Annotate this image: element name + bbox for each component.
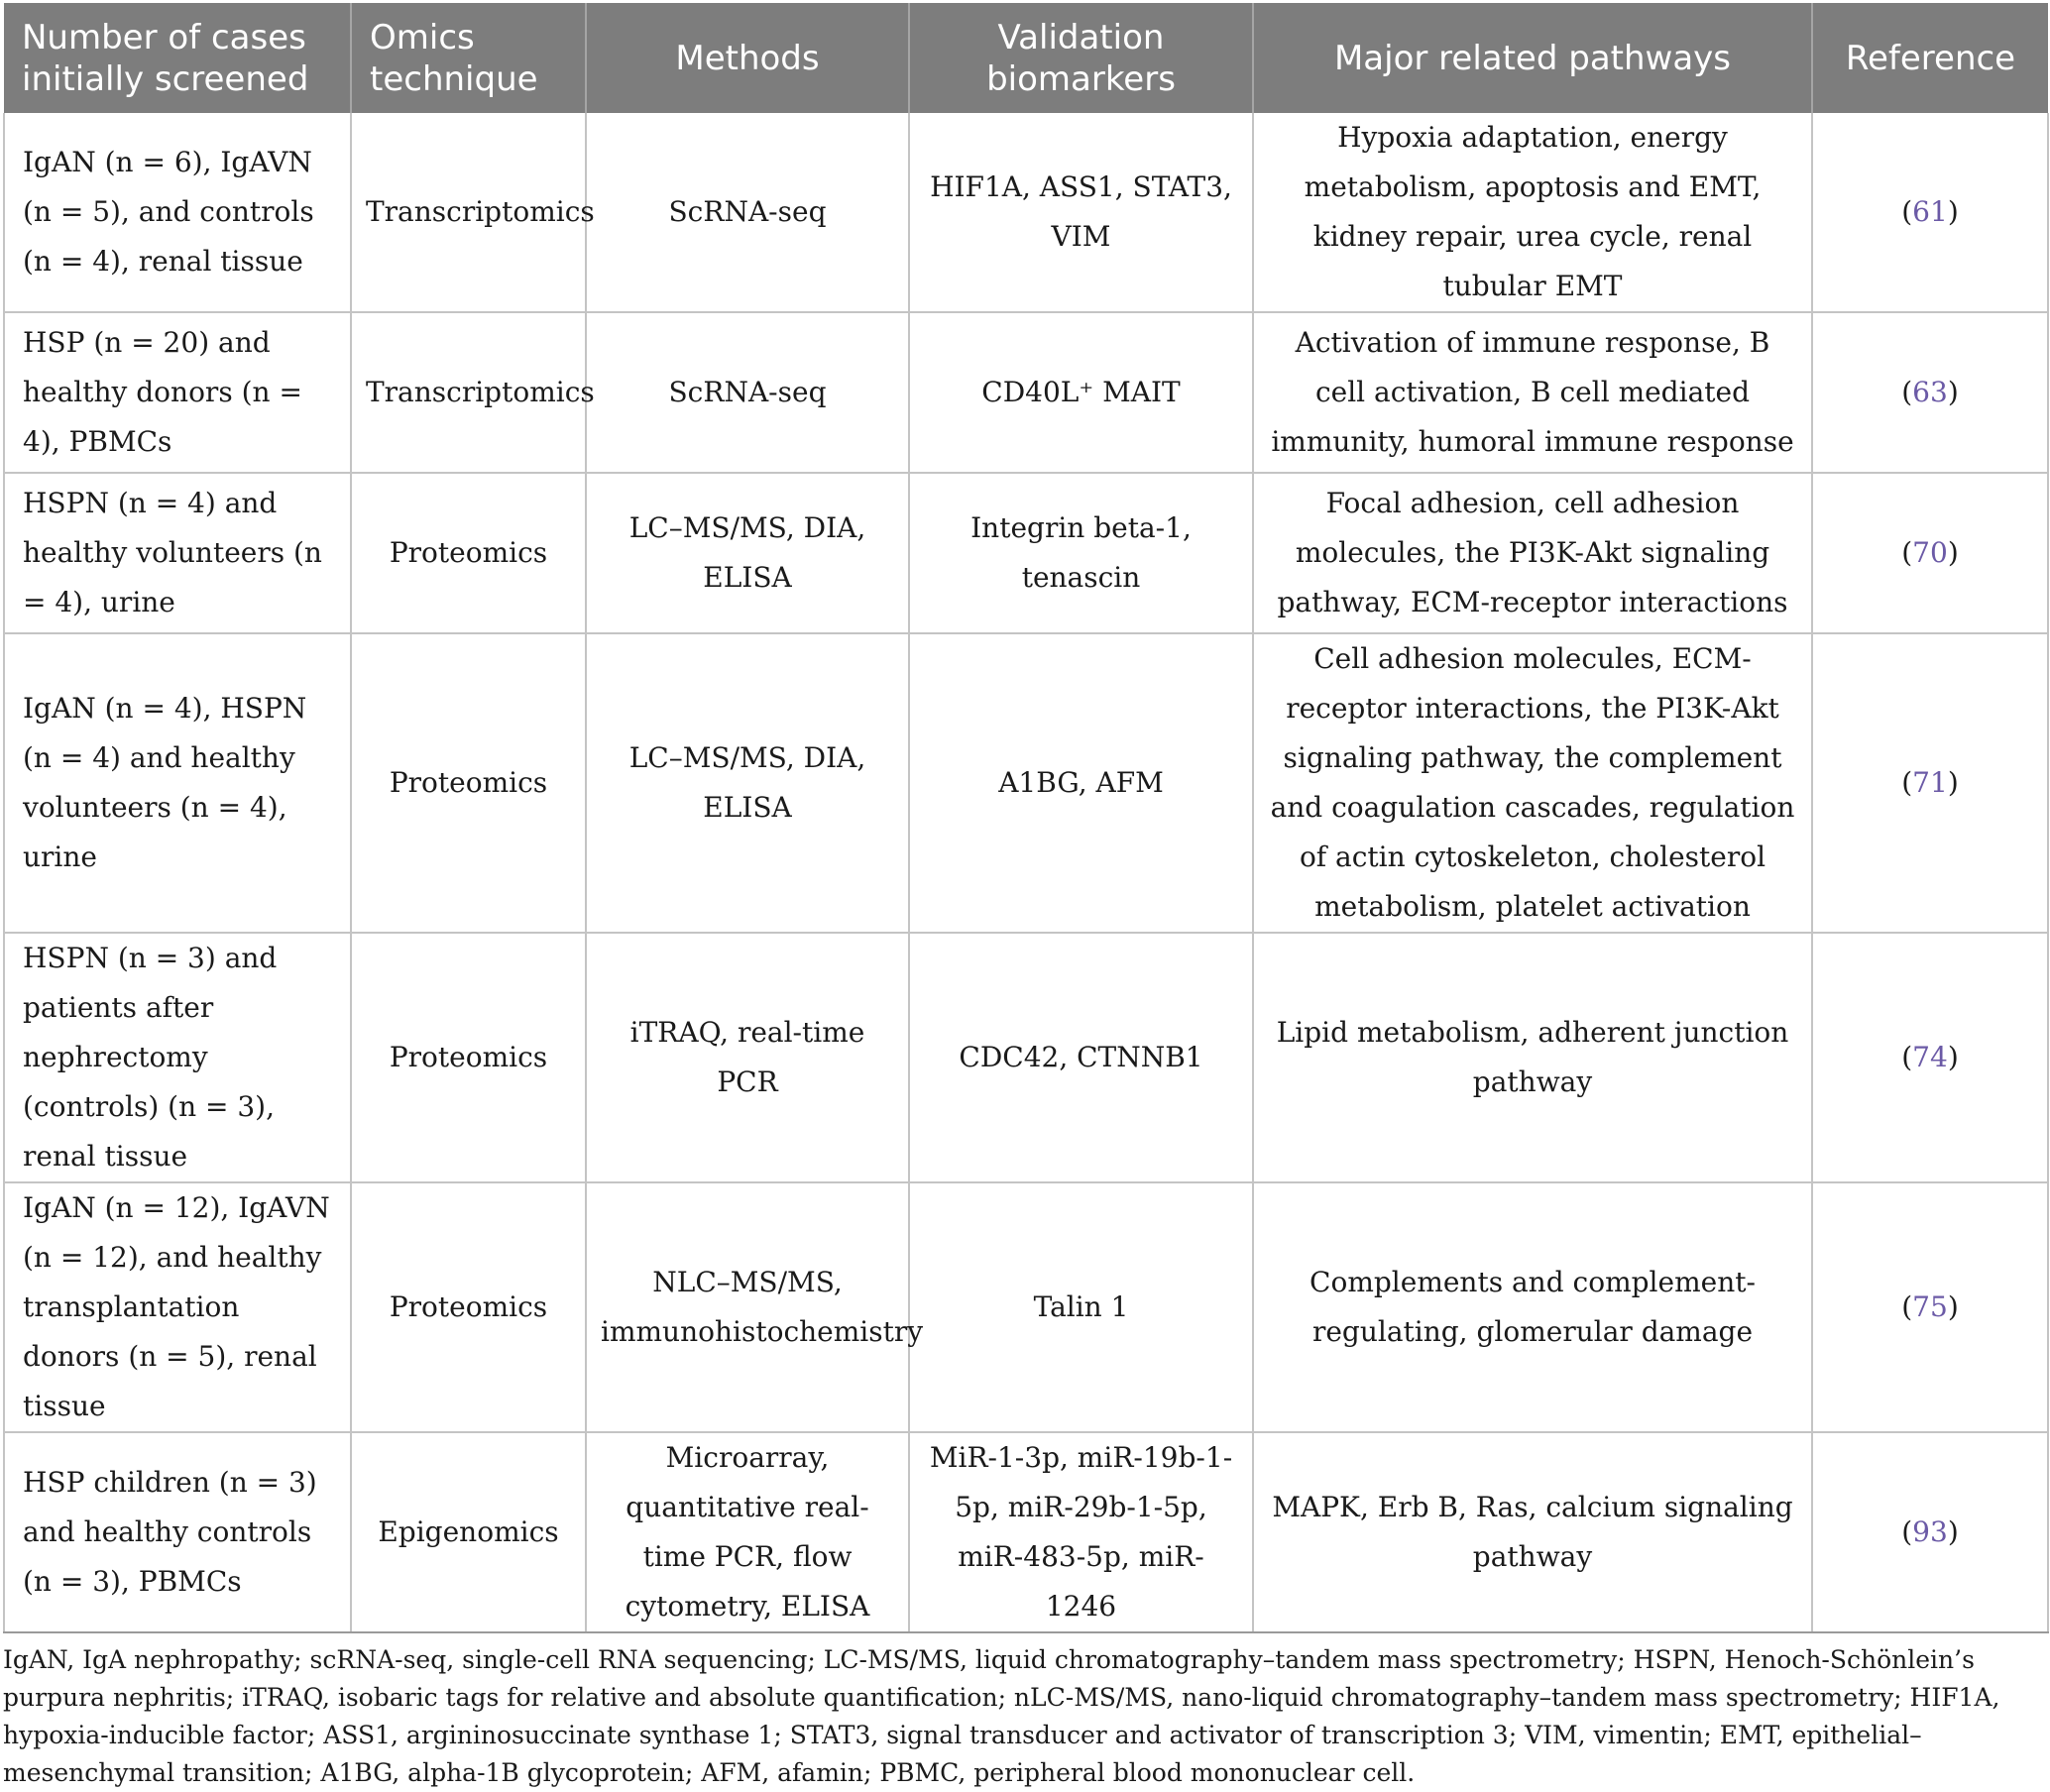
cell-reference: (71) — [1812, 633, 2048, 933]
reference-link[interactable]: 70 — [1912, 536, 1948, 569]
reference-link[interactable]: 74 — [1912, 1041, 1948, 1073]
reference-link[interactable]: 61 — [1912, 195, 1948, 228]
cell-biomarkers: Talin 1 — [909, 1182, 1253, 1432]
table-footnote: IgAN, IgA nephropathy; scRNA-seq, single-cell RNA sequencing; LC-MS/MS, liquid chromatography–tandem mass spectrometry; HSPN, Henoch-Schönlein’s purpura nephritis; iTRAQ, isobaric tags for relative and absolute quantification; nLC-MS/MS, nano-liquid chromatography–tandem mass spectrometry; HIF1A, hypoxia-inducible factor; ASS1, argininosuccinate synthase 1; STAT3, signal transducer and activator of transcription 3; VIM, vimentin; EMT, epithelial–mesenchymal transition; A1BG, alpha-1B glycoprotein; AFM, afamin; PBMC, peripheral blood mononuclear cell. — [3, 1645, 2000, 1787]
cell-technique: Proteomics — [351, 633, 586, 933]
reference-link[interactable]: 75 — [1912, 1290, 1948, 1323]
cell-methods: ScRNA-seq — [586, 312, 909, 473]
cell-technique: Transcriptomics — [351, 312, 586, 473]
cell-reference: (93) — [1812, 1432, 2048, 1632]
cell-technique: Epigenomics — [351, 1432, 586, 1632]
cell-reference: (63) — [1812, 312, 2048, 473]
cell-technique: Proteomics — [351, 1182, 586, 1432]
header-pathways: Major related pathways — [1253, 3, 1812, 113]
cell-biomarkers: CD40L⁺ MAIT — [909, 312, 1253, 473]
table-row — [4, 312, 2048, 473]
header-reference: Reference — [1812, 3, 2048, 113]
cell-methods: Microarray, quantitative real-time PCR, flow cytometry, ELISA — [586, 1432, 909, 1632]
reference-link[interactable]: 71 — [1912, 766, 1948, 799]
cell-pathways: Hypoxia adaptation, energy metabolism, apoptosis and EMT, kidney repair, urea cycle, renal tubular EMT — [1253, 113, 1812, 312]
table-row — [4, 113, 2048, 312]
cell-cases: HSP children (n = 3) and healthy controls (n = 3), PBMCs — [4, 1432, 351, 1632]
header-row — [4, 3, 2048, 113]
cell-methods: LC–MS/MS, DIA, ELISA — [586, 473, 909, 633]
cell-methods: ScRNA-seq — [586, 113, 909, 312]
cell-biomarkers: Integrin beta-1, tenascin — [909, 473, 1253, 633]
cell-technique: Transcriptomics — [351, 113, 586, 312]
cell-cases: HSPN (n = 4) and healthy volunteers (n = 4), urine — [4, 473, 351, 633]
cell-technique: Proteomics — [351, 473, 586, 633]
cell-methods: LC–MS/MS, DIA, ELISA — [586, 633, 909, 933]
reference-link[interactable]: 93 — [1912, 1515, 1948, 1548]
cell-reference: (70) — [1812, 473, 2048, 633]
cell-biomarkers: MiR-1-3p, miR-19b-1-5p, miR-29b-1-5p, miR-483-5p, miR-1246 — [909, 1432, 1253, 1632]
cell-cases: IgAN (n = 12), IgAVN (n = 12), and healthy transplantation donors (n = 5), renal tissue — [4, 1182, 351, 1432]
cell-cases: IgAN (n = 4), HSPN (n = 4) and healthy volunteers (n = 4), urine — [4, 633, 351, 933]
cell-reference: (61) — [1812, 113, 2048, 312]
table-row — [4, 1432, 2048, 1632]
cell-pathways: Lipid metabolism, adherent junction pathway — [1253, 933, 1812, 1182]
cell-methods: iTRAQ, real-time PCR — [586, 933, 909, 1182]
header-biomarkers: Validation biomarkers — [909, 3, 1253, 113]
cell-biomarkers: HIF1A, ASS1, STAT3, VIM — [909, 113, 1253, 312]
header-methods: Methods — [586, 3, 909, 113]
omics-table — [3, 3, 2049, 1633]
table-row — [4, 933, 2048, 1182]
cell-cases: HSP (n = 20) and healthy donors (n = 4), PBMCs — [4, 312, 351, 473]
table-row — [4, 473, 2048, 633]
cell-pathways: Activation of immune response, B cell activation, B cell mediated immunity, humoral immune response — [1253, 312, 1812, 473]
table-container — [3, 3, 2047, 1792]
table-row — [4, 633, 2048, 933]
cell-biomarkers: CDC42, CTNNB1 — [909, 933, 1253, 1182]
cell-pathways: Cell adhesion molecules, ECM-receptor interactions, the PI3K-Akt signaling pathway, the complement and coagulation cascades, regulation of actin cytoskeleton, cholesterol metabolism, platelet activation — [1253, 633, 1812, 933]
cell-technique: Proteomics — [351, 933, 586, 1182]
header-cases: Number of cases initially screened — [4, 3, 351, 113]
cell-pathways: MAPK, Erb B, Ras, calcium signaling pathway — [1253, 1432, 1812, 1632]
cell-methods: NLC–MS/MS, immunohistochemistry — [586, 1182, 909, 1432]
cell-reference: (74) — [1812, 933, 2048, 1182]
cell-cases: IgAN (n = 6), IgAVN (n = 5), and controls (n = 4), renal tissue — [4, 113, 351, 312]
cell-cases: HSPN (n = 3) and patients after nephrectomy (controls) (n = 3), renal tissue — [4, 933, 351, 1182]
table-row — [4, 1182, 2048, 1432]
reference-link[interactable]: 63 — [1912, 376, 1948, 408]
header-technique: Omics technique — [351, 3, 586, 113]
cell-biomarkers: A1BG, AFM — [909, 633, 1253, 933]
cell-pathways: Focal adhesion, cell adhesion molecules, the PI3K-Akt signaling pathway, ECM-receptor interactions — [1253, 473, 1812, 633]
cell-pathways: Complements and complement-regulating, glomerular damage — [1253, 1182, 1812, 1432]
cell-reference: (75) — [1812, 1182, 2048, 1432]
